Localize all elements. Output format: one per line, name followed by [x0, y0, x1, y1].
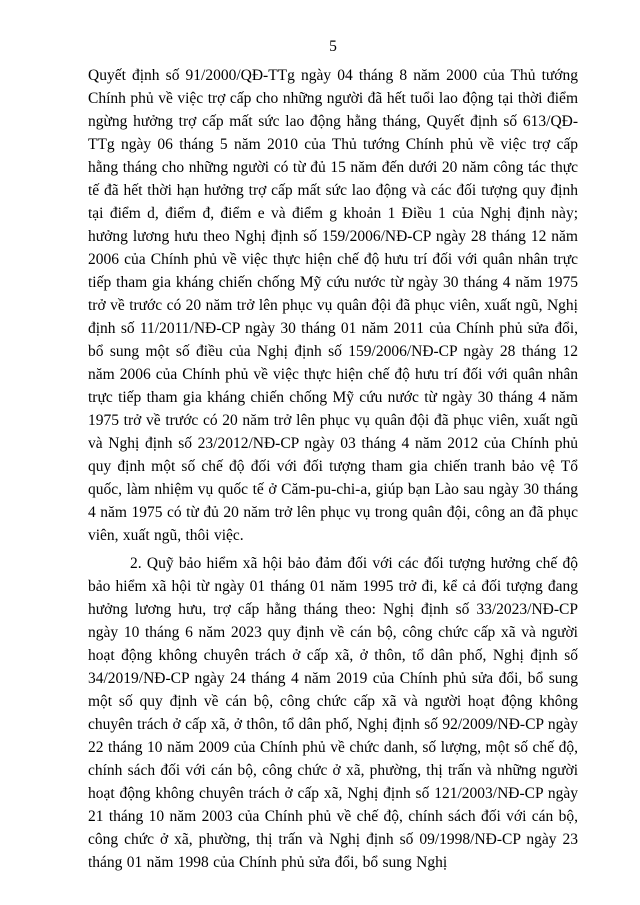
page-number: 5: [329, 38, 337, 55]
document-body: [88, 64, 578, 874]
paragraph-item-2: 2. Quỹ bảo hiểm xã hội bảo đảm đối với các đối tượng hưởng chế độ bảo hiểm xã hội từ ngày 01 tháng 01 năm 1995 trở đi, kể cả đối tượng đang hưởng lương hưu, trợ cấp hằng tháng theo: Nghị định số 33/2023/NĐ-CP ngày 10 tháng 6 năm 2023 quy định về cán bộ, công chức cấp xã và người hoạt động không chuyên trách ở cấp xã, ở thôn, tổ dân phố, Nghị định số 34/2019/NĐ-CP ngày 24 tháng 4 năm 2019 của Chính phủ sửa đổi, bổ sung một số quy định về cán bộ, công chức cấp xã và người hoạt động không chuyên trách ở cấp xã, ở thôn, tổ dân phố, Nghị định số 92/2009/NĐ-CP ngày 22 tháng 10 năm 2009 của Chính phủ về chức danh, số lượng, một số chế độ, chính sách đối với cán bộ, công chức ở xã, phường, thị trấn và những người hoạt động không chuyên trách ở cấp xã, Nghị định số 121/2003/NĐ-CP ngày 21 tháng 10 năm 2003 của Chính phủ về chế độ, chính sách đối với cán bộ, công chức ở xã, phường, thị trấn và Nghị định số 09/1998/NĐ-CP ngày 23 tháng 01 năm 1998 của Chính phủ sửa đổi, bổ sung Nghị: [88, 555, 578, 871]
paragraph-continuation: Quyết định số 91/2000/QĐ-TTg ngày 04 tháng 8 năm 2000 của Thủ tướng Chính phủ về việc trợ cấp cho những người đã hết tuổi lao động tại thời điểm ngừng hưởng trợ cấp mất sức lao động hằng tháng, Quyết định số 613/QĐ-TTg ngày 06 tháng 5 năm 2010 của Thủ tướng Chính phủ về việc trợ cấp hằng tháng cho những người có từ đủ 15 năm đến dưới 20 năm công tác thực tế đã hết thời hạn hưởng trợ cấp mất sức lao động và các đối tượng quy định tại điểm d, điểm đ, điểm e và điểm g khoản 1 Điều 1 của Nghị định này; hưởng lương hưu theo Nghị định số 159/2006/NĐ-CP ngày 28 tháng 12 năm 2006 của Chính phủ về việc thực hiện chế độ hưu trí đối với quân nhân trực tiếp tham gia kháng chiến chống Mỹ cứu nước từ ngày 30 tháng 4 năm 1975 trở về trước có 20 năm trở lên phục vụ quân đội đã phục viên, xuất ngũ, Nghị định số 11/2011/NĐ-CP ngày 30 tháng 01 năm 2011 của Chính phủ sửa đổi, bổ sung một số điều của Nghị định số 159/2006/NĐ-CP ngày 28 tháng 12 năm 2006 của Chính phủ về việc thực hiện chế độ hưu trí đối với quân nhân trực tiếp tham gia kháng chiến chống Mỹ cứu nước từ ngày 30 tháng 4 năm 1975 trở về trước có 20 năm trở lên phục vụ quân đội đã phục viên, xuất ngũ và Nghị định số 23/2012/NĐ-CP ngày 03 tháng 4 năm 2012 của Chính phủ quy định một số chế độ đối với đối tượng tham gia chiến tranh bảo vệ Tổ quốc, làm nhiệm vụ quốc tế ở Căm-pu-chi-a, giúp bạn Lào sau ngày 30 tháng 4 năm 1975 có từ đủ 20 năm trở lên phục vụ trong quân đội, công an đã phục viên, xuất ngũ, thôi việc.: [88, 67, 578, 544]
